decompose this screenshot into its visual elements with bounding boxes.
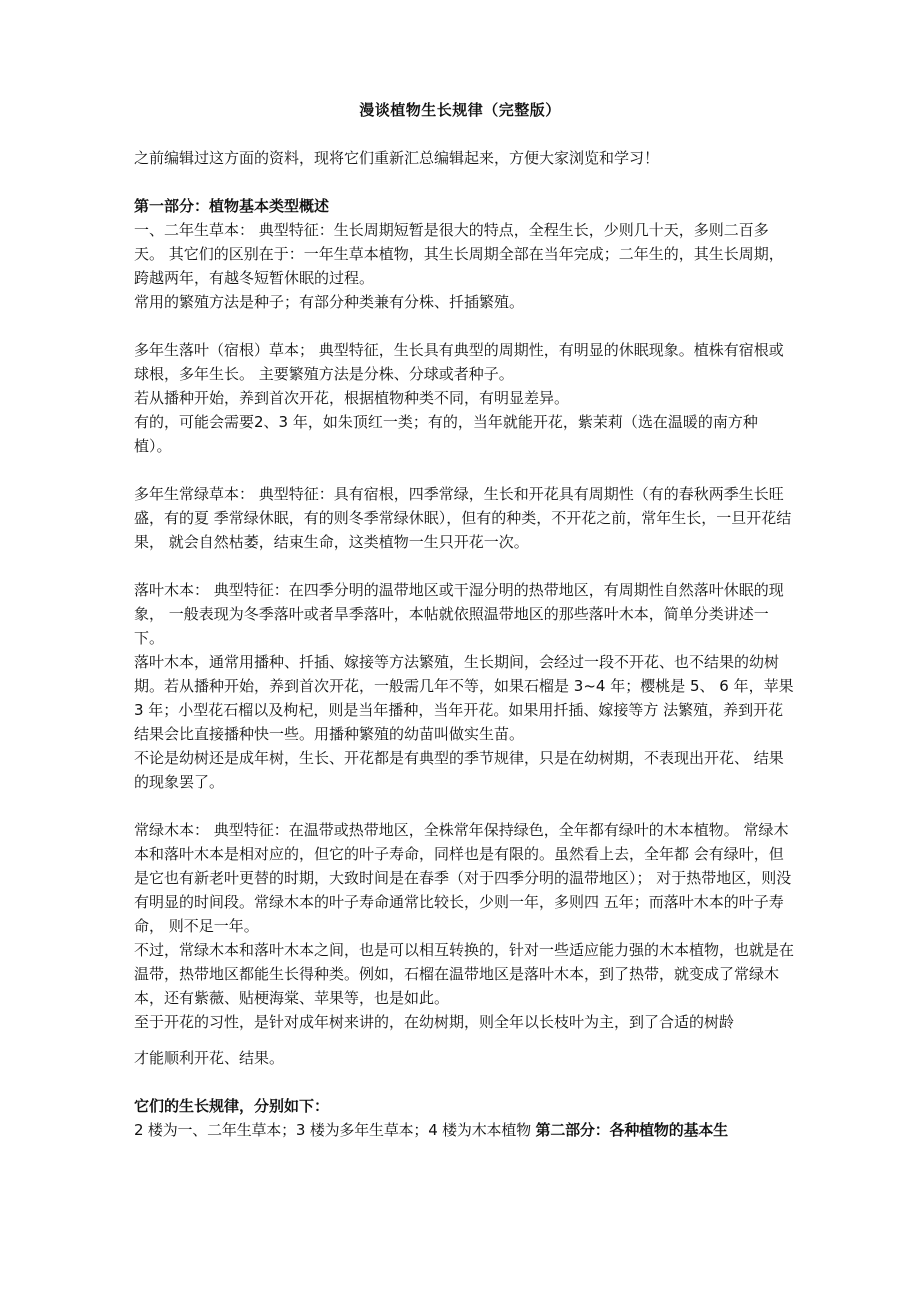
- spacer: [134, 458, 794, 482]
- perennial-deciduous-paragraph: 多年生落叶（宿根）草本； 典型特征，生长具有典型的周期性，有明显的休眠现象。植株有宿根或球根，多年生长。 主要繁殖方法是分株、分球或者种子。: [134, 341, 784, 383]
- annual-herb-propagation: 常用的繁殖方法是种子；有部分种类兼有分株、扦插繁殖。: [134, 293, 525, 311]
- evergreen-woody-flowering: 至于开花的习性，是针对成年树来讲的，在幼树期，则全年以长枝叶为主，到了合适的树龄: [134, 1013, 735, 1031]
- perennial-deciduous-examples: 有的，可能会需要2、3 年，如朱顶红一类；有的，当年就能开花，紫茉莉（选在温暖的南方种植）。: [134, 413, 758, 455]
- perennial-deciduous-sowing: 若从播种开始，养到首次开花，根据植物种类不同，有明显差异。: [134, 389, 570, 407]
- floors-text: 2 楼为一、二年生草本；3 楼为多年生草本；4 楼为木本植物: [134, 1121, 536, 1139]
- spacer: [134, 794, 794, 818]
- spacer: [134, 1034, 794, 1046]
- growth-rules-heading: 它们的生长规律，分别如下：: [134, 1097, 330, 1115]
- page-title: 漫谈植物生长规律（完整版）: [359, 101, 561, 119]
- evergreen-woody-conversion: 不过，常绿木本和落叶木本之间，也是可以相互转换的，针对一些适应能力强的木本植物，也就是在温带，热带地区都能生长得种类。例如，石榴在温带地区是落叶木本，到了热带，就变成了常绿木本，还有紫薇、贴梗海棠、苹果等，也是如此。: [134, 941, 795, 1007]
- spacer: [134, 1070, 794, 1094]
- part2-heading: 第二部分：各种植物的基本生: [535, 1121, 728, 1139]
- annual-herb-paragraph: 一、二年生草本： 典型特征：生长周期短暂是很大的特点，全程生长，少则几十天，多则二百多天。 其它们的区别在于：一年生草本植物，其生长周期全部在当年完成；二年生的，其生长周期， 跨越两年，有越冬短暂休眠的过程。: [134, 221, 784, 287]
- spacer: [134, 314, 794, 338]
- spacer: [134, 170, 794, 194]
- floors-line: [134, 1118, 794, 1142]
- part1-heading: 第一部分：植物基本类型概述: [134, 197, 330, 215]
- document-body: [134, 146, 794, 1142]
- evergreen-woody-flowering-end: 才能顺利开花、结果。: [134, 1049, 285, 1067]
- perennial-evergreen-paragraph: 多年生常绿草本： 典型特征：具有宿根，四季常绿，生长和开花具有周期性（有的春秋两季生长旺盛，有的夏 季常绿休眠，有的则冬季常绿休眠），但有的种类，不开花之前，常年生长，一旦开花结果， 就会自然枯萎，结束生命，这类植物一生只开花一次。: [134, 485, 792, 551]
- deciduous-woody-seasonal: 不论是幼树还是成年树，生长、开花都是有典型的季节规律，只是在幼树期，不表现出开花、 结果的现象罢了。: [134, 749, 784, 791]
- evergreen-woody-paragraph: 常绿木本： 典型特征：在温带或热带地区，全株常年保持绿色，全年都有绿叶的木本植物。 常绿木本和落叶木本是相对应的，但它的叶子寿命，同样也是有限的。虽然看上去，全年都 会有绿叶，但是它也有新老叶更替的时期，大致时间是在春季（对于四季分明的温带地区）； 对于热带地区，则没有明显的时间段。常绿木本的叶子寿命通常比较长，少则一年，多则四 五年；而落叶木本的叶子寿命， 则不足一年。: [134, 821, 792, 935]
- spacer: [134, 554, 794, 578]
- deciduous-woody-propagation: 落叶木本，通常用播种、扦插、嫁接等方法繁殖，生长期间，会经过一段不开花、也不结果的幼树期。若从播种开始，养到首次开花，一般需几年不等，如果石榴是 3~4 年；樱桃是 5、 6 年，苹果 3 年；小型花石榴以及枸杞，则是当年播种，当年开花。如果用扦插、嫁接等方 法繁殖，养到开花结果会比直接播种快一些。用播种繁殖的幼苗叫做实生苗。: [134, 653, 794, 743]
- intro-paragraph: 之前编辑过这方面的资料，现将它们重新汇总编辑起来，方便大家浏览和学习！: [134, 149, 660, 167]
- deciduous-woody-paragraph: 落叶木本： 典型特征：在四季分明的温带地区或干湿分明的热带地区，有周期性自然落叶休眠的现象， 一般表现为冬季落叶或者旱季落叶，本帖就依照温带地区的那些落叶木本，简单分类讲述一 下。: [134, 581, 784, 647]
